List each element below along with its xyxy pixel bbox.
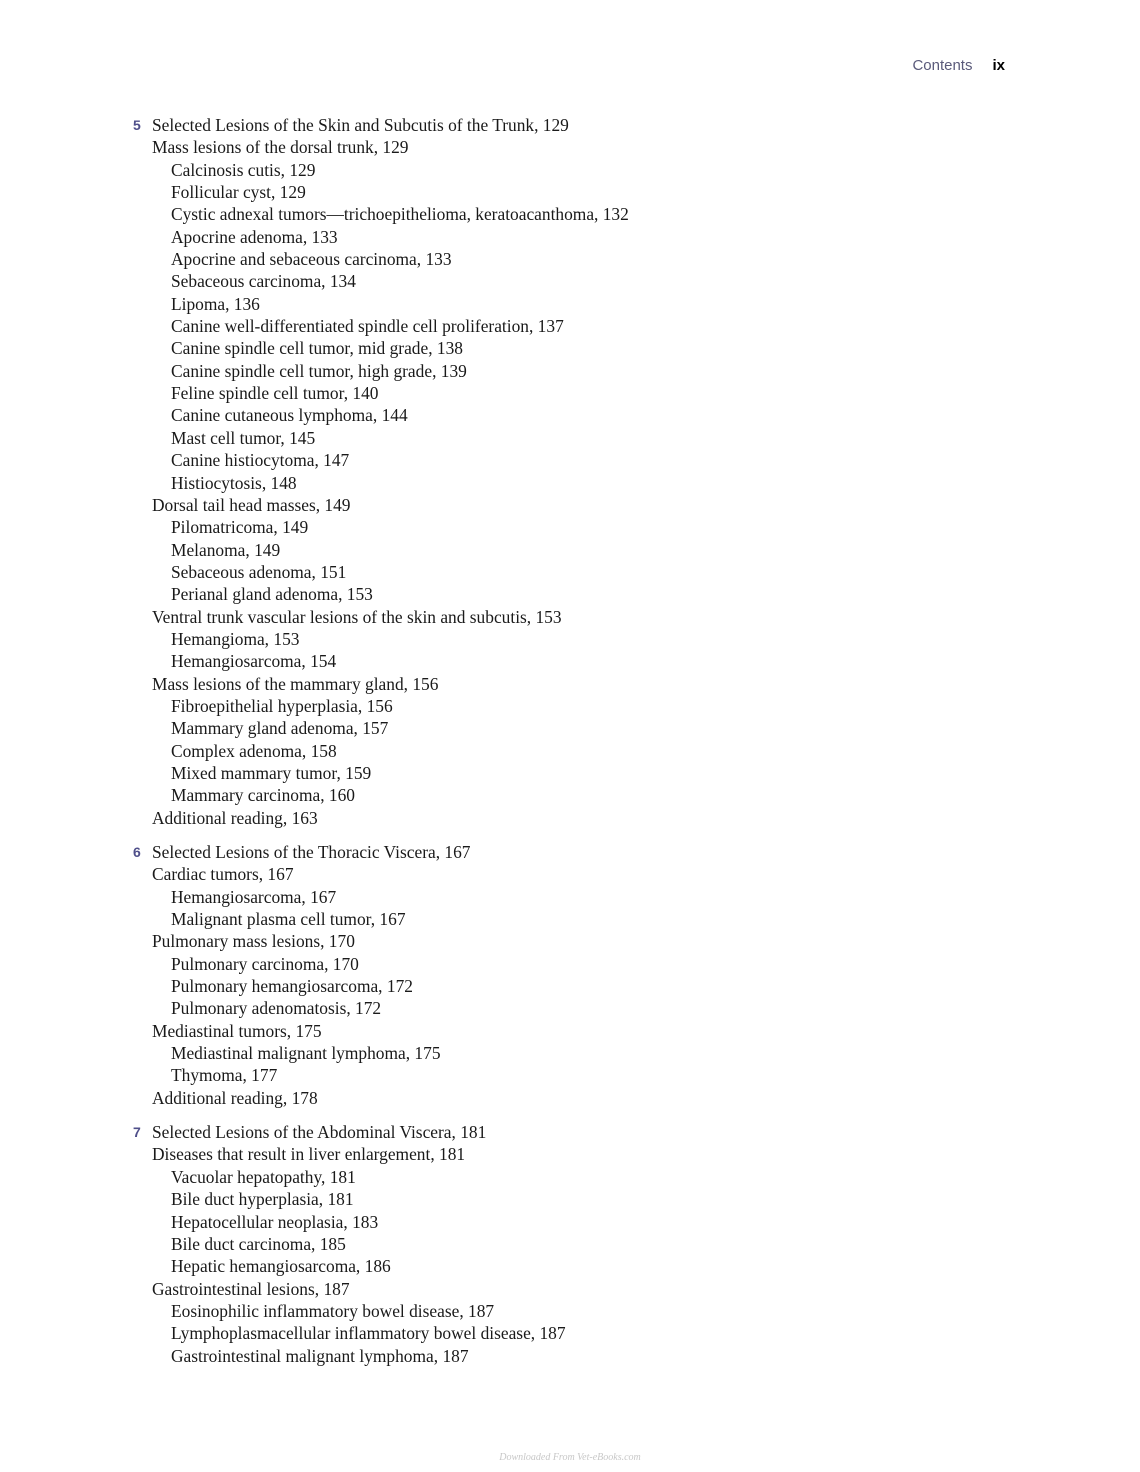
entry-text: Sebaceous carcinoma, 134 bbox=[171, 271, 356, 292]
section-entry bbox=[133, 136, 1013, 158]
subsection-entry bbox=[133, 404, 1013, 426]
entry-text: Gastrointestinal malignant lymphoma, 187 bbox=[171, 1345, 469, 1366]
subsection-entry bbox=[133, 717, 1013, 739]
entry-text: Eosinophilic inflammatory bowel disease, 187 bbox=[171, 1300, 495, 1321]
entry-text: Mammary carcinoma, 160 bbox=[171, 785, 355, 806]
subsection-entry bbox=[133, 1322, 1013, 1344]
entry-text: Canine spindle cell tumor, mid grade, 138 bbox=[171, 338, 463, 359]
section-entry bbox=[133, 673, 1013, 695]
entry-text: Canine cutaneous lymphoma, 144 bbox=[171, 405, 408, 426]
subsection-entry bbox=[133, 583, 1013, 605]
subsection-entry bbox=[133, 762, 1013, 784]
entry-text: Mass lesions of the dorsal trunk, 129 bbox=[152, 137, 409, 158]
subsection-entry bbox=[133, 886, 1013, 908]
entry-text: Pulmonary hemangiosarcoma, 172 bbox=[171, 976, 413, 997]
chapter-title bbox=[133, 114, 1013, 136]
entry-text: Hemangiosarcoma, 167 bbox=[171, 886, 337, 907]
entry-text: Mass lesions of the mammary gland, 156 bbox=[152, 673, 439, 694]
section-entry bbox=[133, 1020, 1013, 1042]
subsection-entry bbox=[133, 1064, 1013, 1086]
entry-text: Apocrine and sebaceous carcinoma, 133 bbox=[171, 249, 452, 270]
entry-text: Lipoma, 136 bbox=[171, 293, 260, 314]
entry-text: Sebaceous adenoma, 151 bbox=[171, 561, 347, 582]
entry-text: Vacuolar hepatopathy, 181 bbox=[171, 1166, 356, 1187]
entry-text: Mast cell tumor, 145 bbox=[171, 427, 316, 448]
entry-text: Mediastinal malignant lymphoma, 175 bbox=[171, 1043, 441, 1064]
subsection-entry bbox=[133, 472, 1013, 494]
subsection-entry bbox=[133, 1300, 1013, 1322]
subsection-entry bbox=[133, 248, 1013, 270]
section-entry bbox=[133, 1143, 1013, 1165]
entry-text: Additional reading, 178 bbox=[152, 1087, 318, 1108]
subsection-entry bbox=[133, 1255, 1013, 1277]
chapter-block bbox=[133, 841, 1013, 1109]
table-of-contents bbox=[133, 114, 1013, 1379]
entry-text: Histiocytosis, 148 bbox=[171, 472, 297, 493]
entry-text: Hemangioma, 153 bbox=[171, 628, 300, 649]
entry-text: Bile duct hyperplasia, 181 bbox=[171, 1189, 354, 1210]
entry-text: Pulmonary carcinoma, 170 bbox=[171, 953, 359, 974]
entry-text: Melanoma, 149 bbox=[171, 539, 281, 560]
entry-text: Pilomatricoma, 149 bbox=[171, 517, 309, 538]
subsection-entry bbox=[133, 382, 1013, 404]
entry-text: Mixed mammary tumor, 159 bbox=[171, 762, 372, 783]
page-number: ix bbox=[992, 57, 1005, 74]
subsection-entry bbox=[133, 695, 1013, 717]
subsection-entry bbox=[133, 1188, 1013, 1210]
subsection-entry bbox=[133, 159, 1013, 181]
section-entry bbox=[133, 606, 1013, 628]
section-entry bbox=[133, 1278, 1013, 1300]
chapter-block bbox=[133, 1121, 1013, 1367]
subsection-entry bbox=[133, 953, 1013, 975]
chapter-block bbox=[133, 114, 1013, 829]
section-entry bbox=[133, 807, 1013, 829]
entry-text: Hepatic hemangiosarcoma, 186 bbox=[171, 1256, 391, 1277]
subsection-entry bbox=[133, 1211, 1013, 1233]
entry-text: Pulmonary adenomatosis, 172 bbox=[171, 998, 382, 1019]
running-head-section: Contents bbox=[912, 57, 973, 74]
section-entry bbox=[133, 494, 1013, 516]
subsection-entry bbox=[133, 908, 1013, 930]
subsection-entry bbox=[133, 1345, 1013, 1367]
entry-text: Hemangiosarcoma, 154 bbox=[171, 651, 337, 672]
entry-text: Fibroepithelial hyperplasia, 156 bbox=[171, 695, 393, 716]
entry-text: Lymphoplasmacellular inflammatory bowel disease, 187 bbox=[171, 1323, 566, 1344]
subsection-entry bbox=[133, 1233, 1013, 1255]
entry-text: Mammary gland adenoma, 157 bbox=[171, 718, 389, 739]
entry-text: Cystic adnexal tumors—trichoepithelioma, keratoacanthoma, 132 bbox=[171, 204, 629, 225]
entry-text: Canine spindle cell tumor, high grade, 139 bbox=[171, 360, 467, 381]
entry-text: Selected Lesions of the Thoracic Viscera, 167 bbox=[152, 842, 471, 862]
subsection-entry bbox=[133, 427, 1013, 449]
subsection-entry bbox=[133, 628, 1013, 650]
entry-text: Malignant plasma cell tumor, 167 bbox=[171, 909, 406, 930]
chapter-number: 7 bbox=[133, 1124, 141, 1141]
entry-text: Selected Lesions of the Abdominal Viscera, 181 bbox=[152, 1122, 487, 1143]
entry-text: Apocrine adenoma, 133 bbox=[171, 226, 338, 247]
subsection-entry bbox=[133, 539, 1013, 561]
subsection-entry bbox=[133, 315, 1013, 337]
entry-text: Pulmonary mass lesions, 170 bbox=[152, 931, 355, 952]
entry-text: Selected Lesions of the Skin and Subcutis of the Trunk, 129 bbox=[152, 115, 569, 135]
chapter-title bbox=[133, 1121, 1013, 1143]
subsection-entry bbox=[133, 203, 1013, 225]
entry-text: Diseases that result in liver enlargement, 181 bbox=[152, 1144, 466, 1165]
subsection-entry bbox=[133, 1166, 1013, 1188]
subsection-entry bbox=[133, 975, 1013, 997]
subsection-entry bbox=[133, 293, 1013, 315]
entry-text: Canine histiocytoma, 147 bbox=[171, 450, 350, 471]
entry-text: Follicular cyst, 129 bbox=[171, 182, 306, 203]
section-entry bbox=[133, 930, 1013, 952]
entry-text: Dorsal tail head masses, 149 bbox=[152, 494, 351, 515]
section-entry bbox=[133, 1087, 1013, 1109]
entry-text: Complex adenoma, 158 bbox=[171, 740, 337, 761]
subsection-entry bbox=[133, 650, 1013, 672]
subsection-entry bbox=[133, 337, 1013, 359]
subsection-entry bbox=[133, 516, 1013, 538]
entry-text: Mediastinal tumors, 175 bbox=[152, 1020, 322, 1041]
entry-text: Bile duct carcinoma, 185 bbox=[171, 1233, 346, 1254]
subsection-entry bbox=[133, 360, 1013, 382]
entry-text: Gastrointestinal lesions, 187 bbox=[152, 1278, 350, 1299]
entry-text: Cardiac tumors, 167 bbox=[152, 864, 294, 885]
subsection-entry bbox=[133, 740, 1013, 762]
section-entry bbox=[133, 863, 1013, 885]
subsection-entry bbox=[133, 449, 1013, 471]
subsection-entry bbox=[133, 181, 1013, 203]
entry-text: Canine well-differentiated spindle cell proliferation, 137 bbox=[171, 316, 564, 337]
entry-text: Additional reading, 163 bbox=[152, 807, 318, 828]
chapter-number: 5 bbox=[133, 117, 141, 133]
subsection-entry bbox=[133, 561, 1013, 583]
subsection-entry bbox=[133, 997, 1013, 1019]
entry-text: Feline spindle cell tumor, 140 bbox=[171, 383, 379, 404]
subsection-entry bbox=[133, 226, 1013, 248]
subsection-entry bbox=[133, 784, 1013, 806]
entry-text: Perianal gland adenoma, 153 bbox=[171, 584, 373, 605]
running-head bbox=[912, 57, 1005, 74]
entry-text: Ventral trunk vascular lesions of the skin and subcutis, 153 bbox=[152, 606, 562, 627]
subsection-entry bbox=[133, 270, 1013, 292]
chapter-number: 6 bbox=[133, 844, 141, 860]
entry-text: Thymoma, 177 bbox=[171, 1065, 278, 1086]
subsection-entry bbox=[133, 1042, 1013, 1064]
chapter-title bbox=[133, 841, 1013, 863]
footer-watermark: Downloaded From Vet-eBooks.com bbox=[499, 1452, 641, 1463]
entry-text: Hepatocellular neoplasia, 183 bbox=[171, 1211, 379, 1232]
entry-text: Calcinosis cutis, 129 bbox=[171, 159, 316, 180]
